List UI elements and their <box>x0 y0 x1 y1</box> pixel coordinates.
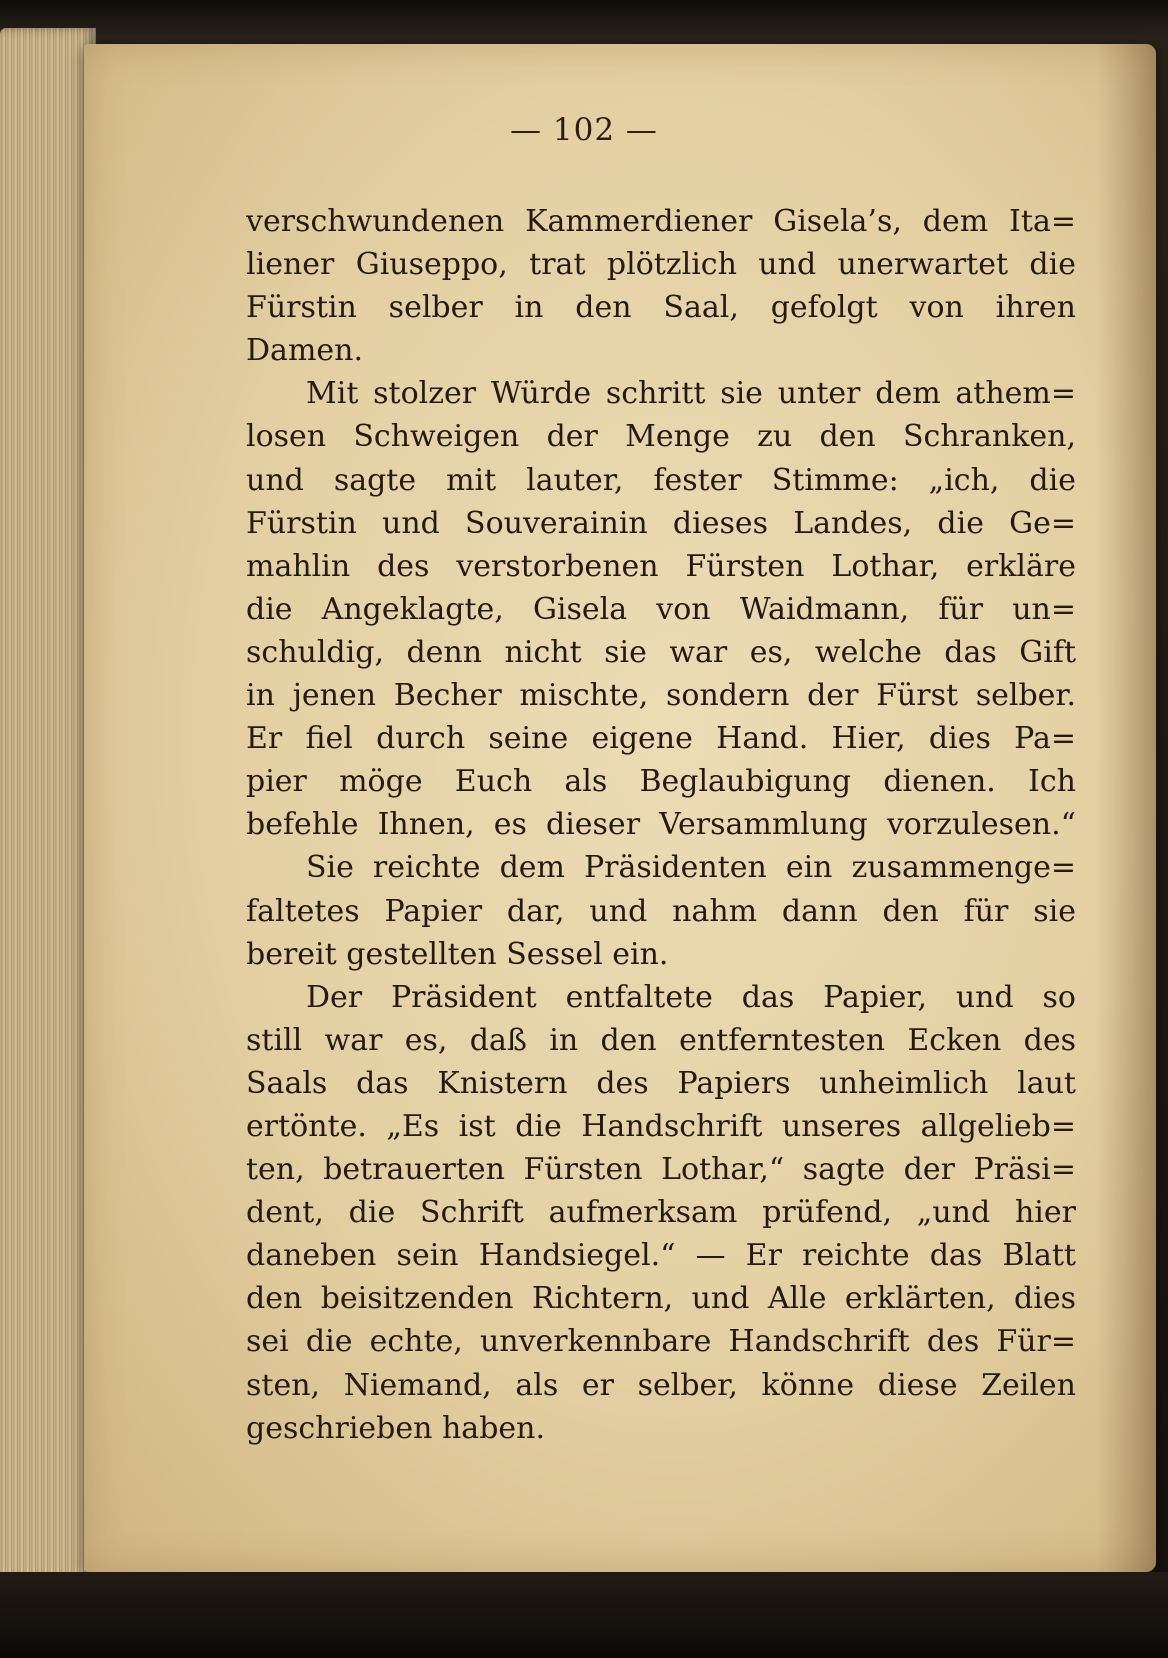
text-line: Fürstin und Souverainin dieses Landes, die Ge= <box>246 505 1076 541</box>
text-line: befehle Ihnen, es dieser Versammlung vorzulesen.“ <box>246 807 1076 843</box>
page-edges <box>0 28 96 1583</box>
text-line: sten, Niemand, als er selber, könne diese Zeilen <box>246 1367 1076 1403</box>
text-line: den beisitzenden Richtern, und Alle erklärten, dies <box>246 1281 1076 1317</box>
text-line: ertönte. „Es ist die Handschrift unseres allgelieb= <box>246 1108 1076 1144</box>
text-line: losen Schweigen der Menge zu den Schranken, <box>246 419 1076 455</box>
text-line: geschrieben haben. <box>246 1410 546 1446</box>
text-line: die Angeklagte, Gisela von Waidmann, für un= <box>246 591 1076 627</box>
text-line: pier möge Euch als Beglaubigung dienen. Ich <box>246 764 1076 800</box>
text-line: daneben sein Handsiegel.“ — Er reichte das Blatt <box>246 1238 1076 1274</box>
text-line: und sagte mit lauter, fester Stimme: „ich, die <box>246 462 1076 498</box>
text-line: dent, die Schrift aufmerksam prüfend, „und hier <box>246 1195 1076 1231</box>
text-line: faltetes Papier dar, und nahm dann den für sie <box>246 893 1076 929</box>
page-gutter-shadow <box>1096 44 1156 1572</box>
text-line: in jenen Becher mischte, sondern der Fürst selber. <box>246 678 1076 714</box>
text-line: ten, betrauerten Fürsten Lothar,“ sagte der Präsi= <box>246 1152 1076 1188</box>
text-line: liener Giuseppo, trat plötzlich und unerwartet die <box>246 247 1076 283</box>
text-line: Fürstin selber in den Saal, gefolgt von ihren <box>246 290 1076 326</box>
text-line: Damen. <box>246 333 363 369</box>
text-line: verschwundenen Kammerdiener Gisela’s, dem Ita= <box>246 204 1076 239</box>
text-line: bereit gestellten Sessel ein. <box>246 936 669 972</box>
text-line: Mit stolzer Würde schritt sie unter dem athem= <box>306 376 1076 412</box>
book-cover-top <box>0 0 1168 40</box>
page-number: — 102 — <box>510 112 658 148</box>
text-line: mahlin des verstorbenen Fürsten Lothar, erkläre <box>246 548 1076 584</box>
book-cover-bottom <box>0 1572 1168 1658</box>
text-line: Der Präsident entfaltete das Papier, und so <box>306 979 1076 1015</box>
text-line: Sie reichte dem Präsidenten ein zusammenge= <box>306 850 1076 886</box>
text-line: Er fiel durch seine eigene Hand. Hier, dies Pa= <box>246 721 1076 757</box>
text-line: Saals das Knistern des Papiers unheimlich laut <box>246 1065 1076 1101</box>
body-text <box>246 200 1076 1450</box>
text-line: sei die echte, unverkennbare Handschrift des Für= <box>246 1324 1076 1360</box>
text-line: schuldig, denn nicht sie war es, welche das Gift <box>246 634 1076 670</box>
text-line: still war es, daß in den entferntesten Ecken des <box>246 1022 1076 1058</box>
